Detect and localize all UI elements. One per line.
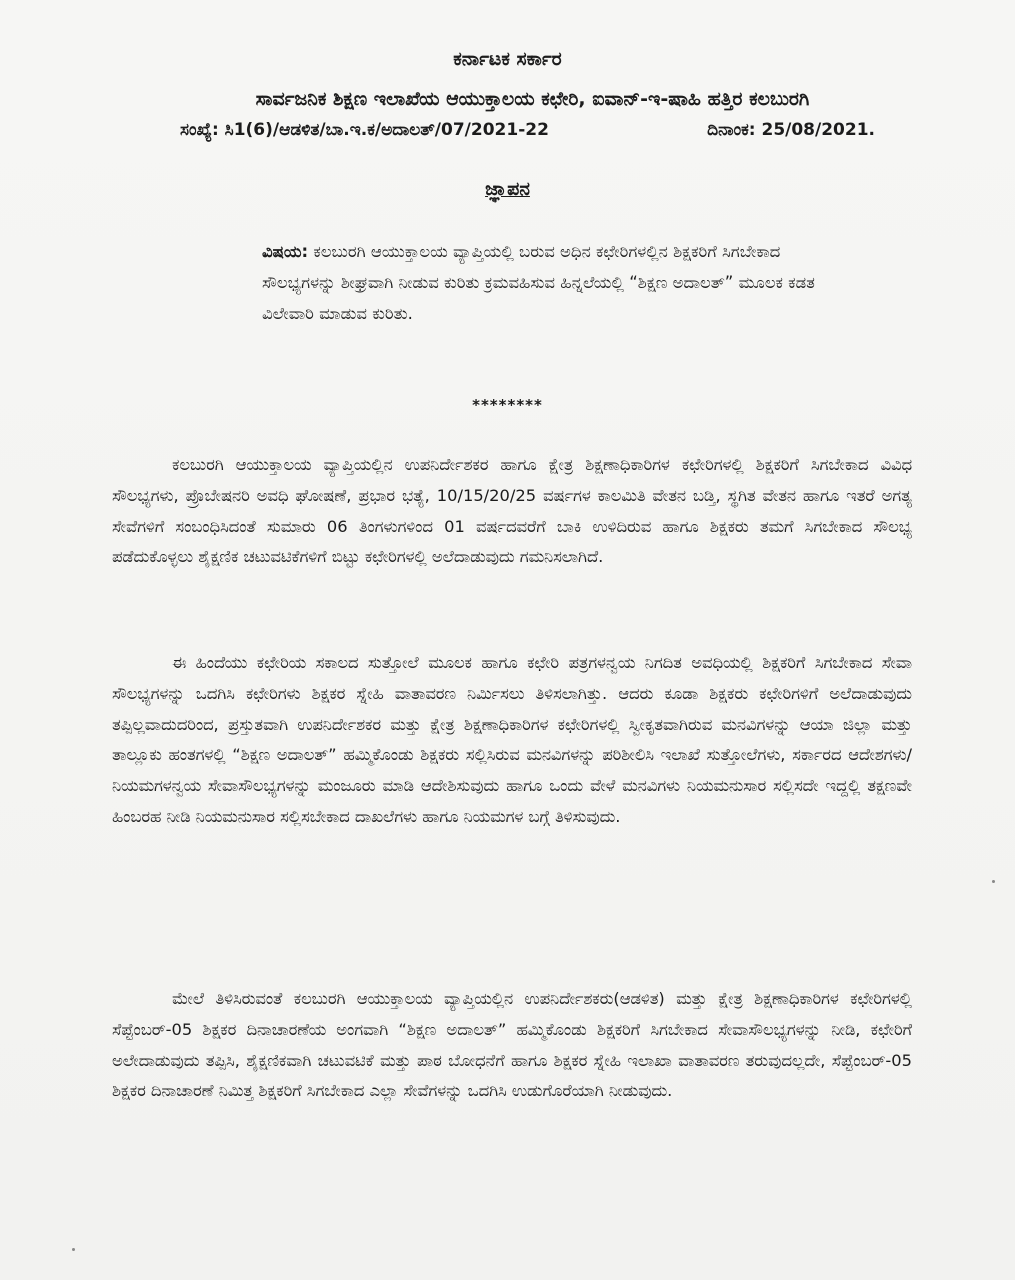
memo-title [0, 178, 1015, 200]
memo-title-text: ಜ್ಞಾಪನ [485, 178, 530, 200]
reference-line [180, 120, 875, 140]
government-heading: ಕರ್ನಾಟಕ ಸರ್ಕಾರ [453, 48, 562, 70]
office-heading: ಸಾರ್ವಜನಿಕ ಶಿಕ್ಷಣ ಇಲಾಖೆಯ ಆಯುಕ್ತಾಲಯ ಕಛೇರಿ, ಐವಾನ್-ಇ-ಷಾಹಿ ಹತ್ತಿರ ಕಲಬುರಗಿ [255, 88, 810, 110]
subject-text: ಕಲಬುರಗಿ ಆಯುಕ್ತಾಲಯ ವ್ಯಾಪ್ತಿಯಲ್ಲಿ ಬರುವ ಅಧಿನ ಕಛೇರಿಗಳಲ್ಲಿನ ಶಿಕ್ಷಕರಿಗೆ ಸಿಗಬೇಕಾದ ಸೌಲಭ್ಯಗಳನ್ನು ಶೀಘ್ರವಾಗಿ ನೀಡುವ ಕುರಿತು ಕ್ರಮವಹಿಸುವ ಹಿನ್ನಲೆಯಲ್ಲಿ “ಶಿಕ್ಷಣ ಅದಾಲತ್” ಮೂಲಕ ಕಡತ ವಿಲೇವಾರಿ ಮಾಡುವ ಕುರಿತು. [262, 242, 815, 323]
reference-number: ಸಂಖ್ಯೆ: ಸಿ1(6)/ಆಡಳಿತ/ಬಾ.ಇ.ಕ/ಅದಾಲತ್/07/2021-22 [180, 120, 549, 140]
separator: ******** [472, 396, 543, 414]
paragraph-2: ಈ ಹಿಂದೆಯು ಕಛೇರಿಯ ಸಕಾಲದ ಸುತ್ತೋಲೆ ಮೂಲಕ ಹಾಗೂ ಕಛೇರಿ ಪತ್ರಗಳನ್ವಯ ನಿಗದಿತ ಅವಧಿಯಲ್ಲಿ ಶಿಕ್ಷಕರಿಗೆ ಸಿಗಬೇಕಾದ ಸೇವಾ ಸೌಲಭ್ಯಗಳನ್ನು ಒದಗಿಸಿ ಕಛೇರಿಗಳು ಶಿಕ್ಷಕರ ಸ್ನೇಹಿ ವಾತಾವರಣ ನಿರ್ಮಿಸಲು ತಿಳಿಸಲಾಗಿತ್ತು. ಆದರು ಕೂಡಾ ಶಿಕ್ಷಕರು ಕಛೇರಿಗಳಿಗೆ ಅಲೆದಾಡುವುದು ತಪ್ಪಿಲ್ಲವಾದುದರಿಂದ, ಪ್ರಸ್ತುತವಾಗಿ ಉಪನಿರ್ದೇಶಕರ ಮತ್ತು ಕ್ಷೇತ್ರ ಶಿಕ್ಷಣಾಧಿಕಾರಿಗಳ ಕಛೇರಿಗಳಲ್ಲಿ ಸ್ವೀಕೃತವಾಗಿರುವ ಮನವಿಗಳನ್ನು ಆಯಾ ಜಿಲ್ಲಾ ಮತ್ತು ತಾಲ್ಲೂಕು ಹಂತಗಳಲ್ಲಿ “ಶಿಕ್ಷಣ ಅದಾಲತ್” ಹಮ್ಮಿಕೊಂಡು ಶಿಕ್ಷಕರು ಸಲ್ಲಿಸಿರುವ ಮನವಿಗಳನ್ನು ಪರಿಶೀಲಿಸಿ ಇಲಾಖೆ ಸುತ್ತೋಲೆಗಳು, ಸರ್ಕಾರದ ಆದೇಶಗಳು/ ನಿಯಮಗಳನ್ವಯ ಸೇವಾಸೌಲಭ್ಯಗಳನ್ನು ಮಂಜೂರು ಮಾಡಿ ಆದೇಶಿಸುವುದು ಹಾಗೂ ಒಂದು ವೇಳೆ ಮನವಿಗಳು ನಿಯಮನುಸಾರ ಸಲ್ಲಿಸದೇ ಇದ್ದಲ್ಲಿ ತಕ್ಷಣವೇ ಹಿಂಬರಹ ನೀಡಿ ನಿಯಮನುಸಾರ ಸಲ್ಲಿಸಬೇಕಾದ ದಾಖಲೆಗಳು ಹಾಗೂ ನಿಯಮಗಳ ಬಗ್ಗೆ ತಿಳಿಸುವುದು. [112, 653, 912, 826]
document-date: ದಿನಾಂಕ: 25/08/2021. [707, 120, 875, 140]
subject-label: ವಿಷಯ: [262, 242, 309, 261]
paragraph-3: ಮೇಲೆ ತಿಳಿಸಿರುವಂತೆ ಕಲಬುರಗಿ ಆಯುಕ್ತಾಲಯ ವ್ಯಾಪ್ತಿಯಲ್ಲಿನ ಉಪನಿರ್ದೇಶಕರು(ಆಡಳಿತ) ಮತ್ತು ಕ್ಷೇತ್ರ ಶಿಕ್ಷಣಾಧಿಕಾರಿಗಳ ಕಛೇರಿಗಳಲ್ಲಿ ಸೆಪ್ಟೆಂಬರ್-05 ಶಿಕ್ಷಕರ ದಿನಾಚಾರಣೆಯ ಅಂಗವಾಗಿ “ಶಿಕ್ಷಣ ಅದಾಲತ್” ಹಮ್ಮಿಕೊಂಡು ಶಿಕ್ಷಕರಿಗೆ ಸಿಗಬೇಕಾದ ಸೇವಾಸೌಲಭ್ಯಗಳನ್ನು ನೀಡಿ, ಕಛೇರಿಗೆ ಅಲೇದಾಡುವುದು ತಪ್ಪಿಸಿ, ಶೈಕ್ಷಣಿಕವಾಗಿ ಚಟುವಟಿಕೆ ಮತ್ತು ಪಾಠ ಬೋಧನೆಗೆ ಹಾಗೂ ಶಿಕ್ಷಕರ ಸ್ನೇಹಿ ಇಲಾಖಾ ವಾತಾವರಣ ತರುವುದಲ್ಲದೇ, ಸೆಪ್ಟೆಂಬರ್-05 ಶಿಕ್ಷಕರ ದಿನಾಚಾರಣೆ ನಿಮಿತ್ತ ಶಿಕ್ಷಕರಿಗೆ ಸಿಗಬೇಕಾದ ಎಲ್ಲಾ ಸೇವೆಗಳನ್ನು ಒದಗಿಸಿ ಉಡುಗೊರೆಯಾಗಿ ನೀಡುವುದು. [112, 989, 912, 1101]
paper-speck [72, 1248, 75, 1251]
paper-speck [992, 880, 995, 883]
subject-block [262, 236, 822, 329]
paragraph-1: ಕಲಬುರಗಿ ಆಯುಕ್ತಾಲಯ ವ್ಯಾಪ್ತಿಯಲ್ಲಿನ ಉಪನಿರ್ದೇಶಕರ ಹಾಗೂ ಕ್ಷೇತ್ರ ಶಿಕ್ಷಣಾಧಿಕಾರಿಗಳ ಕಛೇರಿಗಳಲ್ಲಿ ಶಿಕ್ಷಕರಿಗೆ ಸಿಗಬೇಕಾದ ವಿವಿಧ ಸೌಲಭ್ಯಗಳು, ಪ್ರೊಬೇಷನರಿ ಅವಧಿ ಘೋಷಣೆ, ಪ್ರಭಾರ ಭತ್ಯೆ, 10/15/20/25 ವರ್ಷಗಳ ಕಾಲಮಿತಿ ವೇತನ ಬಡ್ತಿ, ಸ್ಥಗಿತ ವೇತನ ಹಾಗೂ ಇತರೆ ಅಗತ್ಯ ಸೇವೆಗಳಿಗೆ ಸಂಬಂಧಿಸಿದಂತೆ ಸುಮಾರು 06 ತಿಂಗಳುಗಳಿಂದ 01 ವರ್ಷದವರೆಗೆ ಬಾಕಿ ಉಳಿದಿರುವ ಹಾಗೂ ಶಿಕ್ಷಕರು ತಮಗೆ ಸಿಗಬೇಕಾದ ಸೌಲಭ್ಯ ಪಡೆದುಕೊಳ್ಳಲು ಶೈಕ್ಷಣಿಕ ಚಟುವಟಿಕೆಗಳಿಗೆ ಬಿಟ್ಟು ಕಛೇರಿಗಳಲ್ಲಿ ಅಲೆದಾಡುವುದು ಗಮನಿಸಲಾಗಿದೆ. [112, 455, 912, 567]
